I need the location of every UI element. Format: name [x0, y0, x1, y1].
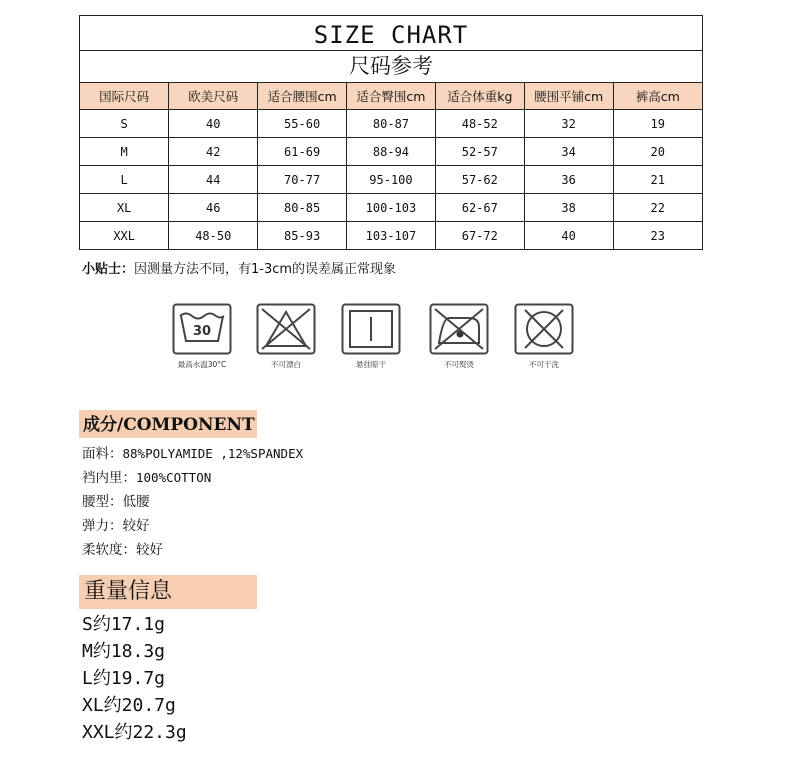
care-hang	[326, 303, 416, 370]
table-header-row	[80, 83, 702, 110]
table-cell: 34	[524, 138, 613, 166]
table-cell: 21	[613, 166, 702, 194]
table-row	[80, 138, 702, 166]
item-value: 100%COTTON	[136, 470, 212, 485]
table-cell: 88-94	[347, 138, 436, 166]
table-cell: 62-67	[435, 194, 524, 222]
care-bleach	[241, 303, 331, 370]
no-bleach-icon	[256, 303, 316, 355]
component-header	[79, 410, 257, 438]
item-value: 88%POLYAMIDE ,12%SPANDEX	[122, 446, 304, 461]
hang-dry-icon	[341, 303, 401, 355]
no-iron-icon	[429, 303, 489, 355]
table-cell: 48-50	[169, 222, 258, 250]
header-cell: 适合体重kg	[435, 83, 524, 110]
weight-header: 重量信息	[79, 575, 257, 609]
item-value: 较好	[136, 542, 163, 558]
table-cell: L	[80, 166, 169, 194]
weight-list	[82, 613, 187, 748]
table-cell: 55-60	[258, 110, 347, 138]
header-cell: 适合臀围cm	[347, 83, 436, 110]
list-item	[82, 540, 303, 564]
table-cell: 20	[613, 138, 702, 166]
header-cell: 腰围平铺cm	[524, 83, 613, 110]
wash-30-icon	[172, 303, 232, 355]
table-cell: 57-62	[435, 166, 524, 194]
header-cell: 适合腰围cm	[258, 83, 347, 110]
table-row	[80, 194, 702, 222]
tip-text: 因测量方法不同，有1-3cm的误差属正常现象	[134, 262, 397, 277]
table-cell: XL	[80, 194, 169, 222]
list-item	[82, 492, 303, 516]
table-row	[80, 166, 702, 194]
table-row	[80, 110, 702, 138]
care-label: 最高水温30°C	[177, 360, 227, 369]
list-item	[82, 444, 303, 468]
table-cell: M	[80, 138, 169, 166]
table-cell: 32	[524, 110, 613, 138]
item-label: 弹力：	[82, 518, 123, 534]
chart-subtitle: 尺码参考	[80, 51, 702, 83]
table-cell: 40	[524, 222, 613, 250]
table-cell: 22	[613, 194, 702, 222]
list-item	[82, 516, 303, 540]
table-cell: 46	[169, 194, 258, 222]
item-label: 腰型：	[82, 494, 123, 510]
table-cell: 38	[524, 194, 613, 222]
care-label: 悬挂晾干	[356, 360, 386, 369]
list-item	[82, 468, 303, 492]
size-chart	[79, 15, 703, 250]
table-cell: 19	[613, 110, 702, 138]
measurement-tip	[82, 258, 396, 277]
chart-title: SIZE CHART	[80, 16, 702, 51]
care-dryclean	[499, 303, 589, 370]
table-cell: 100-103	[347, 194, 436, 222]
item-label: 柔软度：	[82, 542, 136, 558]
table-cell: 70-77	[258, 166, 347, 194]
table-cell: 52-57	[435, 138, 524, 166]
tip-label: 小贴士：	[82, 262, 135, 277]
list-item: XXL约22.3g	[82, 722, 187, 743]
table-cell: 40	[169, 110, 258, 138]
table-cell: 103-107	[347, 222, 436, 250]
item-label: 裆内里：	[82, 470, 136, 486]
table-cell: 85-93	[258, 222, 347, 250]
care-label: 不可干洗	[529, 360, 559, 369]
table-cell: S	[80, 110, 169, 138]
list-item: M约18.3g	[82, 641, 166, 662]
item-label: 面料：	[82, 446, 123, 462]
list-item: XL约20.7g	[82, 695, 176, 716]
wash-temp-value: 30	[192, 324, 212, 339]
table-cell: 44	[169, 166, 258, 194]
header-cell: 欧美尺码	[169, 83, 258, 110]
no-dry-clean-icon	[514, 303, 574, 355]
list-item: L约19.7g	[82, 668, 166, 689]
table-cell: 42	[169, 138, 258, 166]
table-cell: 80-85	[258, 194, 347, 222]
table-cell: 36	[524, 166, 613, 194]
table-row	[80, 222, 702, 250]
care-label: 不可熨烫	[444, 360, 474, 369]
component-header-cn: 成分/	[83, 415, 124, 435]
item-value: 较好	[122, 518, 150, 534]
table-cell: 23	[650, 228, 665, 243]
table-cell: 48-52	[435, 110, 524, 138]
component-list	[82, 444, 303, 564]
care-label: 不可漂白	[271, 360, 301, 369]
table-cell: XXL	[80, 222, 169, 250]
table-cell: 95-100	[347, 166, 436, 194]
size-table	[80, 83, 702, 249]
table-cell: 80-87	[347, 110, 436, 138]
header-cell: 国际尺码	[80, 83, 169, 110]
list-item: S约17.1g	[82, 614, 166, 635]
care-iron	[414, 303, 504, 370]
care-wash	[157, 303, 247, 370]
component-header-en: COMPONENT	[123, 415, 255, 435]
item-value: 低腰	[122, 494, 150, 510]
table-cell: 67-72	[435, 222, 524, 250]
table-cell: 61-69	[258, 138, 347, 166]
header-cell: 裤高cm	[613, 83, 702, 110]
